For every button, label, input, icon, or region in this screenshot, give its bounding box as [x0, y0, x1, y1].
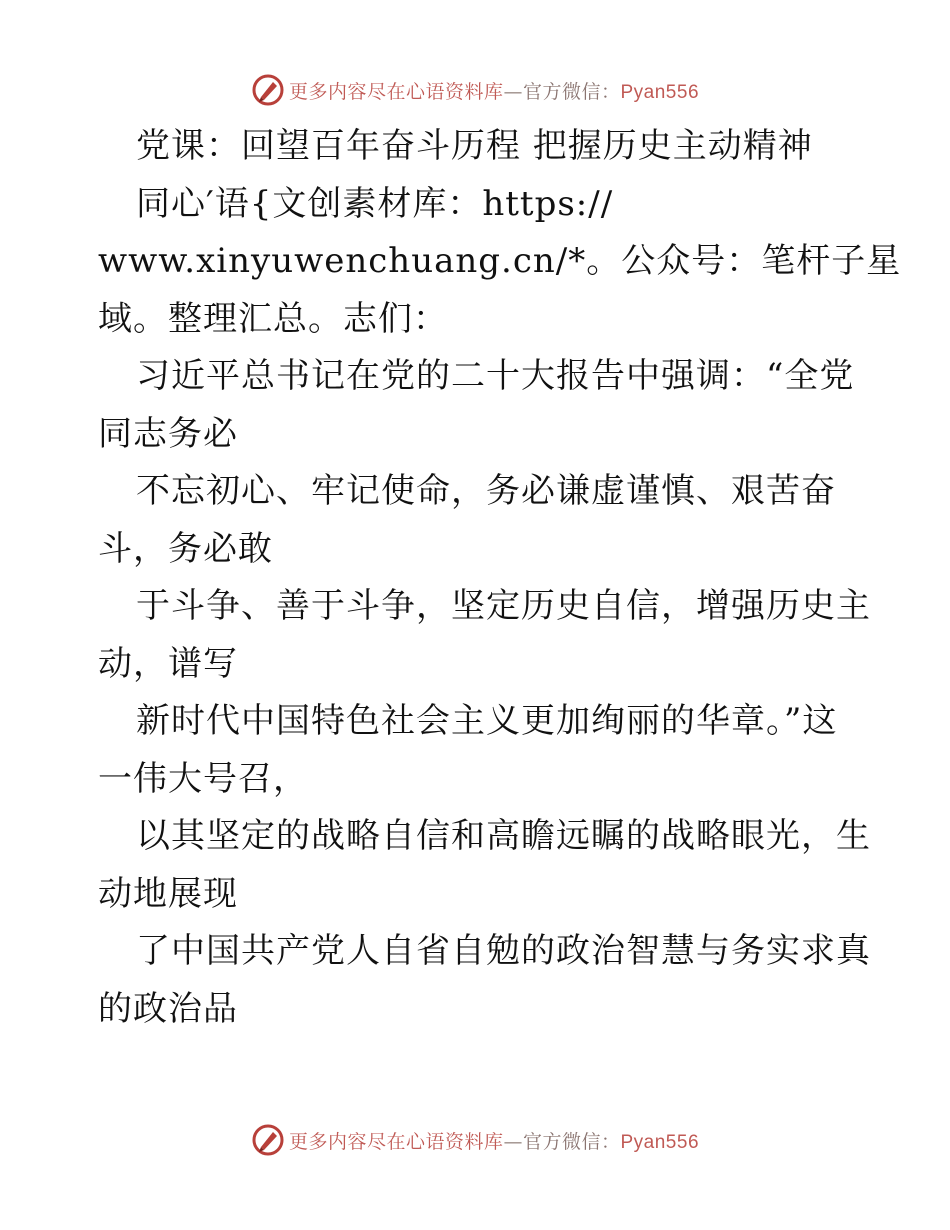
- body-line: 以其坚定的战略自信和高瞻远瞩的战略眼光，生: [136, 816, 871, 856]
- watermark-wechat-label: 官方微信：: [522, 1130, 621, 1153]
- watermark-dash: —: [503, 1130, 523, 1153]
- watermark-dash: —: [503, 80, 523, 103]
- watermark-site-name: 更多内容尽在心语资料库: [288, 80, 504, 103]
- watermark-wechat-label: 官方微信：: [522, 80, 621, 103]
- document-body: [98, 118, 902, 1038]
- watermark-text: [289, 1127, 699, 1154]
- watermark-wechat-id: Pyan556: [620, 81, 700, 103]
- body-line: www.xinyuwenchuang.cn/*。公众号：笔杆子星: [98, 241, 902, 281]
- body-line: 了中国共产党人自省自勉的政治智慧与务实求真: [136, 931, 871, 971]
- pen-nib-logo-icon: [251, 73, 285, 107]
- footer-watermark: [0, 1120, 950, 1160]
- body-line: 域。整理汇总。志们：: [98, 298, 448, 339]
- watermark-wechat-id: Pyan556: [620, 1131, 700, 1153]
- body-line: 同志务必: [98, 413, 238, 454]
- pen-nib-logo-icon: [251, 1123, 285, 1157]
- watermark-site-name: 更多内容尽在心语资料库: [288, 1130, 504, 1153]
- body-line: 动地展现: [98, 873, 238, 914]
- body-line: 新时代中国特色社会主义更加绚丽的华章。”这: [136, 701, 838, 741]
- body-line: 一伟大号召，: [98, 758, 308, 799]
- document-title: 党课：回望百年奋斗历程 把握历史主动精神: [136, 126, 813, 166]
- header-watermark: [0, 70, 950, 110]
- body-line: 斗，务必敢: [98, 528, 273, 569]
- body-line: 同心′语{文创素材库：https://: [136, 183, 614, 224]
- body-line: 习近平总书记在党的二十大报告中强调：“全党: [136, 356, 855, 396]
- body-line: 的政治品: [98, 988, 238, 1029]
- body-line: 动，谱写: [98, 643, 238, 684]
- body-line: 于斗争、善于斗争，坚定历史自信，增强历史主: [136, 586, 871, 626]
- body-line: 不忘初心、牢记使命，务必谦虚谨慎、艰苦奋: [136, 471, 836, 511]
- watermark-text: [289, 77, 699, 104]
